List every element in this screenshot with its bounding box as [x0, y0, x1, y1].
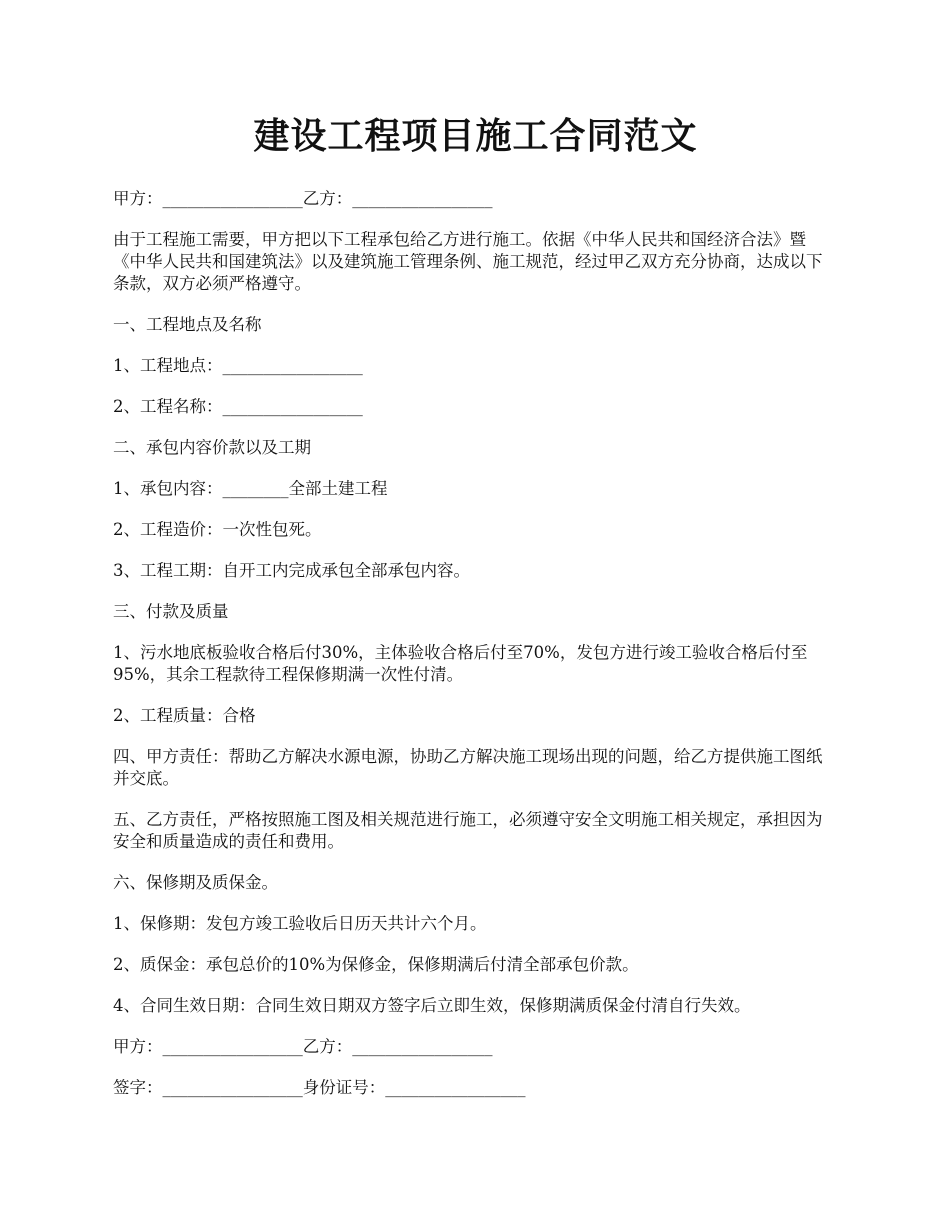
clause: 2、质保金：承包总价的10%为保修金，保修期满后付清全部承包价款。: [113, 955, 639, 974]
clause: 2、工程名称：_________________: [113, 397, 363, 416]
section-paragraph: 四、甲方责任：帮助乙方解决水源电源，协助乙方解决施工现场出现的问题，给乙方提供施工图纸并交底。: [113, 747, 823, 788]
clause: 1、污水地底板验收合格后付30%，主体验收合格后付至70%，发包方进行竣工验收合格后付至95%，其余工程款待工程保修期满一次性付清。: [113, 643, 808, 684]
preamble-paragraph: 由于工程施工需要，甲方把以下工程承包给乙方进行施工。依据《中华人民共和国经济合法》暨《中华人民共和国建筑法》以及建筑施工管理条例、施工规范，经过甲乙双方充分协商，达成以下条款，双方必须严格遵守。: [113, 230, 823, 293]
section-paragraph: 五、乙方责任，严格按照施工图及相关规范进行施工，必须遵守安全文明施工相关规定，承担因为安全和质量造成的责任和费用。: [113, 810, 823, 851]
section-heading: 二、承包内容价款以及工期: [113, 438, 311, 457]
clause: 2、工程质量：合格: [113, 706, 256, 725]
section-heading: 六、保修期及质保金。: [113, 873, 278, 892]
clause: 3、工程工期：自开工内完成承包全部承包内容。: [113, 561, 470, 580]
signature-line: 签字：_________________身份证号：_________________: [113, 1078, 526, 1097]
clause: 2、工程造价：一次性包死。: [113, 520, 322, 539]
section-heading: 三、付款及质量: [113, 602, 229, 621]
clause: 4、合同生效日期：合同生效日期双方签字后立即生效，保修期满质保金付清自行失效。: [113, 996, 751, 1015]
party-line: 甲方：_________________乙方：_________________: [113, 189, 493, 208]
section-heading: 一、工程地点及名称: [113, 315, 262, 334]
clause: 1、保修期：发包方竣工验收后日历天共计六个月。: [113, 914, 487, 933]
clause: 1、承包内容：________全部土建工程: [113, 479, 388, 498]
party-line: 甲方：_________________乙方：_________________: [113, 1037, 493, 1056]
document-title: 建设工程项目施工合同范文: [253, 115, 698, 157]
clause: 1、工程地点：_________________: [113, 356, 363, 375]
